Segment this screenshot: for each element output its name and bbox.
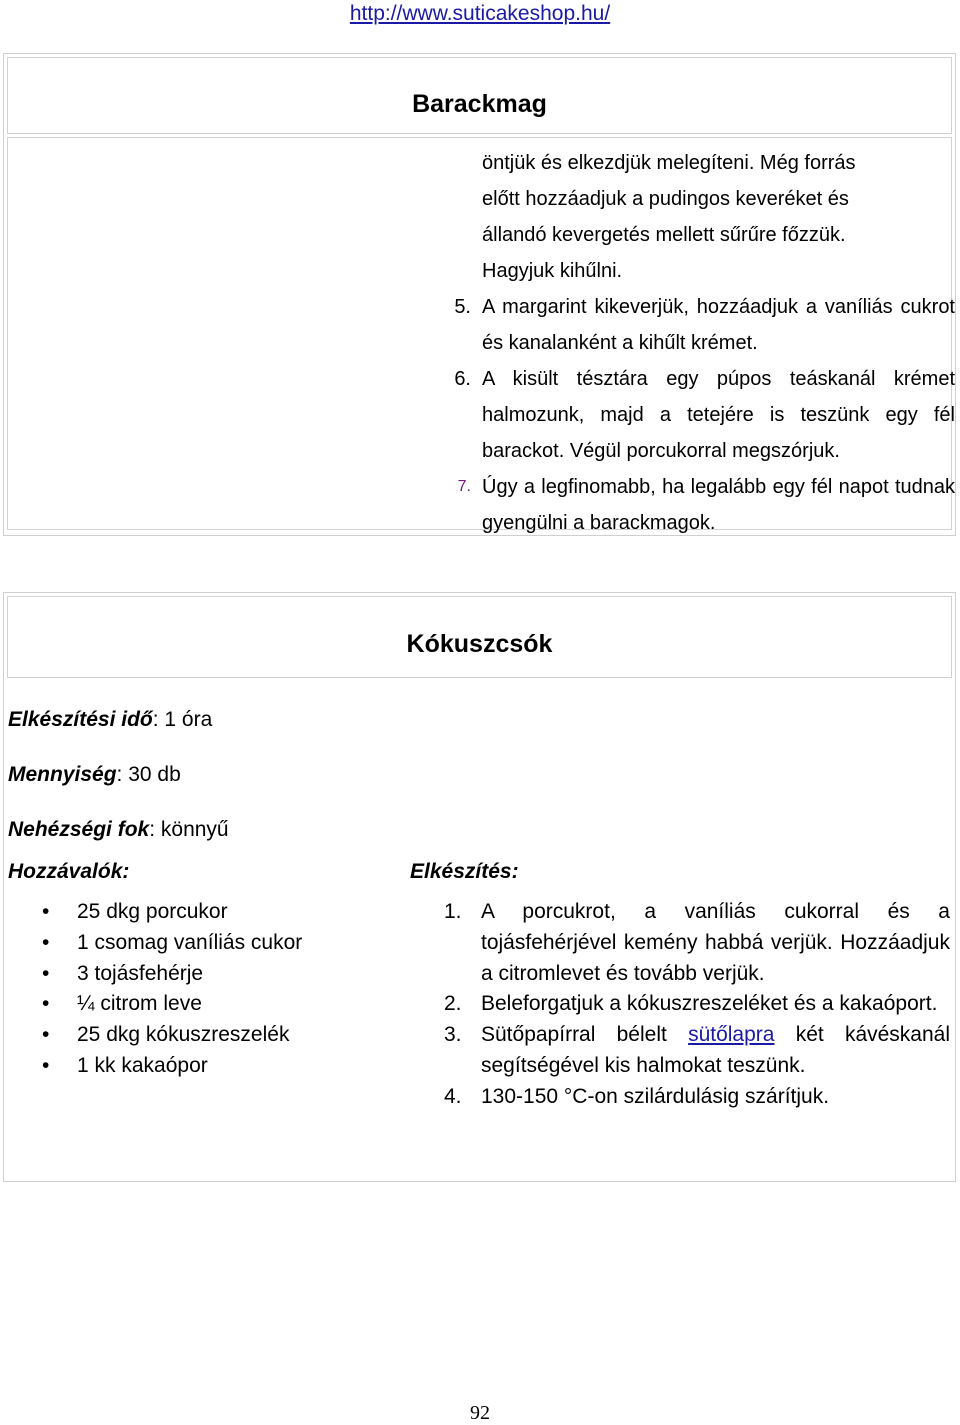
step-text-after: két kávéskanál segítségével kis halmokat teszünk.	[481, 1023, 951, 1077]
step-text: 130-150 °C-on szilárdulásig szárítjuk.	[481, 1084, 830, 1108]
method-step	[444, 897, 950, 989]
quantity-value: : 30 db	[116, 763, 181, 786]
step-text: A kisült tésztára egy púpos teáskanál krémet halmozunk, majd a tetejére is teszünk egy fél barackot. Végül porcukorral megszórjuk.	[482, 368, 955, 462]
prep-time	[8, 708, 212, 732]
ingredient-text: 25 dkg kókuszreszelék	[77, 1023, 290, 1047]
bullet-icon: •	[42, 900, 50, 923]
method-step	[444, 989, 950, 1020]
step-text: A porcukrot, a vaníliás cukorral és a tojásfehérjével kemény habbá verjük. Hozzáadjuk a citromlevet és tovább verjük.	[481, 900, 950, 985]
ingredient-text: 25 dkg porcukor	[77, 900, 228, 923]
recipe-title: Kókuszcsók	[7, 596, 952, 678]
step-number: 2.	[444, 992, 462, 1016]
bullet-icon: •	[42, 1023, 50, 1047]
step-item	[443, 361, 955, 469]
method-step	[444, 1020, 950, 1082]
recipe-body	[7, 137, 955, 534]
page-number: 92	[470, 1402, 490, 1424]
recipe-title: Barackmag	[7, 57, 952, 134]
sutolap-link[interactable]: sütőlapra	[688, 1023, 775, 1047]
bullet-icon: •	[42, 1053, 50, 1077]
method-list	[444, 897, 950, 1113]
text-line: előtt hozzáadjuk a pudingos keveréket és	[482, 188, 849, 210]
difficulty-label: Nehézségi fok	[8, 818, 150, 841]
prep-time-value: : 1 óra	[152, 708, 213, 731]
ingredient-text: 1 kk kakaópor	[77, 1053, 208, 1077]
ingredient-text: 3 tojásfehérje	[77, 961, 204, 985]
text-line: Hagyjuk kihűlni.	[482, 260, 623, 282]
step-number: 1.	[444, 900, 462, 923]
ingredient-item	[42, 928, 302, 959]
step-number: 3.	[444, 1023, 462, 1047]
ingredient-text: 1 csomag vaníliás cukor	[77, 930, 303, 954]
step-text: A margarint kikeverjük, hozzáadjuk a vaníliás cukrot és kanalanként a kihűlt krémet.	[482, 296, 955, 354]
ingredients-list	[42, 897, 302, 1082]
step-text: Beleforgatjuk a kókuszreszeléket és a kakaóport.	[481, 992, 938, 1016]
ingredient-item	[42, 989, 302, 1020]
continuation-text	[443, 145, 955, 289]
step-text-before: Sütőpapírral bélelt	[481, 1023, 689, 1047]
quantity-label: Mennyiség	[8, 763, 117, 786]
text-line: öntjük és elkezdjük melegíteni. Még forrás	[482, 152, 856, 174]
difficulty	[8, 818, 229, 842]
text-line: állandó kevergetés mellett sűrűre főzzük.	[482, 224, 846, 246]
ingredient-item	[42, 897, 302, 928]
step-number: 4.	[444, 1084, 462, 1108]
ingredient-item	[42, 1020, 302, 1051]
step-number: 6.	[454, 368, 471, 390]
ingredient-text: ¼ citrom leve	[77, 992, 202, 1016]
method-heading: Elkészítés:	[410, 860, 519, 883]
site-url-link[interactable]: http://www.suticakeshop.hu/	[349, 2, 611, 25]
recipe-barackmag	[3, 53, 956, 536]
step-number: 7.	[457, 478, 471, 495]
bullet-icon: •	[42, 961, 50, 985]
ingredients-heading: Hozzávalók:	[8, 860, 130, 883]
ingredient-item	[42, 1051, 302, 1082]
method-step	[444, 1082, 950, 1113]
step-text: Úgy a legfinomabb, ha legalább egy fél napot tudnak gyengülni a barackmagok.	[482, 476, 955, 534]
step-item	[443, 469, 955, 541]
difficulty-value: : könnyű	[149, 818, 229, 841]
quantity	[8, 763, 181, 787]
bullet-icon: •	[42, 930, 50, 954]
bullet-icon: •	[42, 992, 50, 1016]
ingredient-item	[42, 959, 302, 990]
step-number: 5.	[454, 296, 471, 318]
step-item	[443, 289, 955, 361]
prep-time-label: Elkészítési idő	[8, 708, 153, 731]
